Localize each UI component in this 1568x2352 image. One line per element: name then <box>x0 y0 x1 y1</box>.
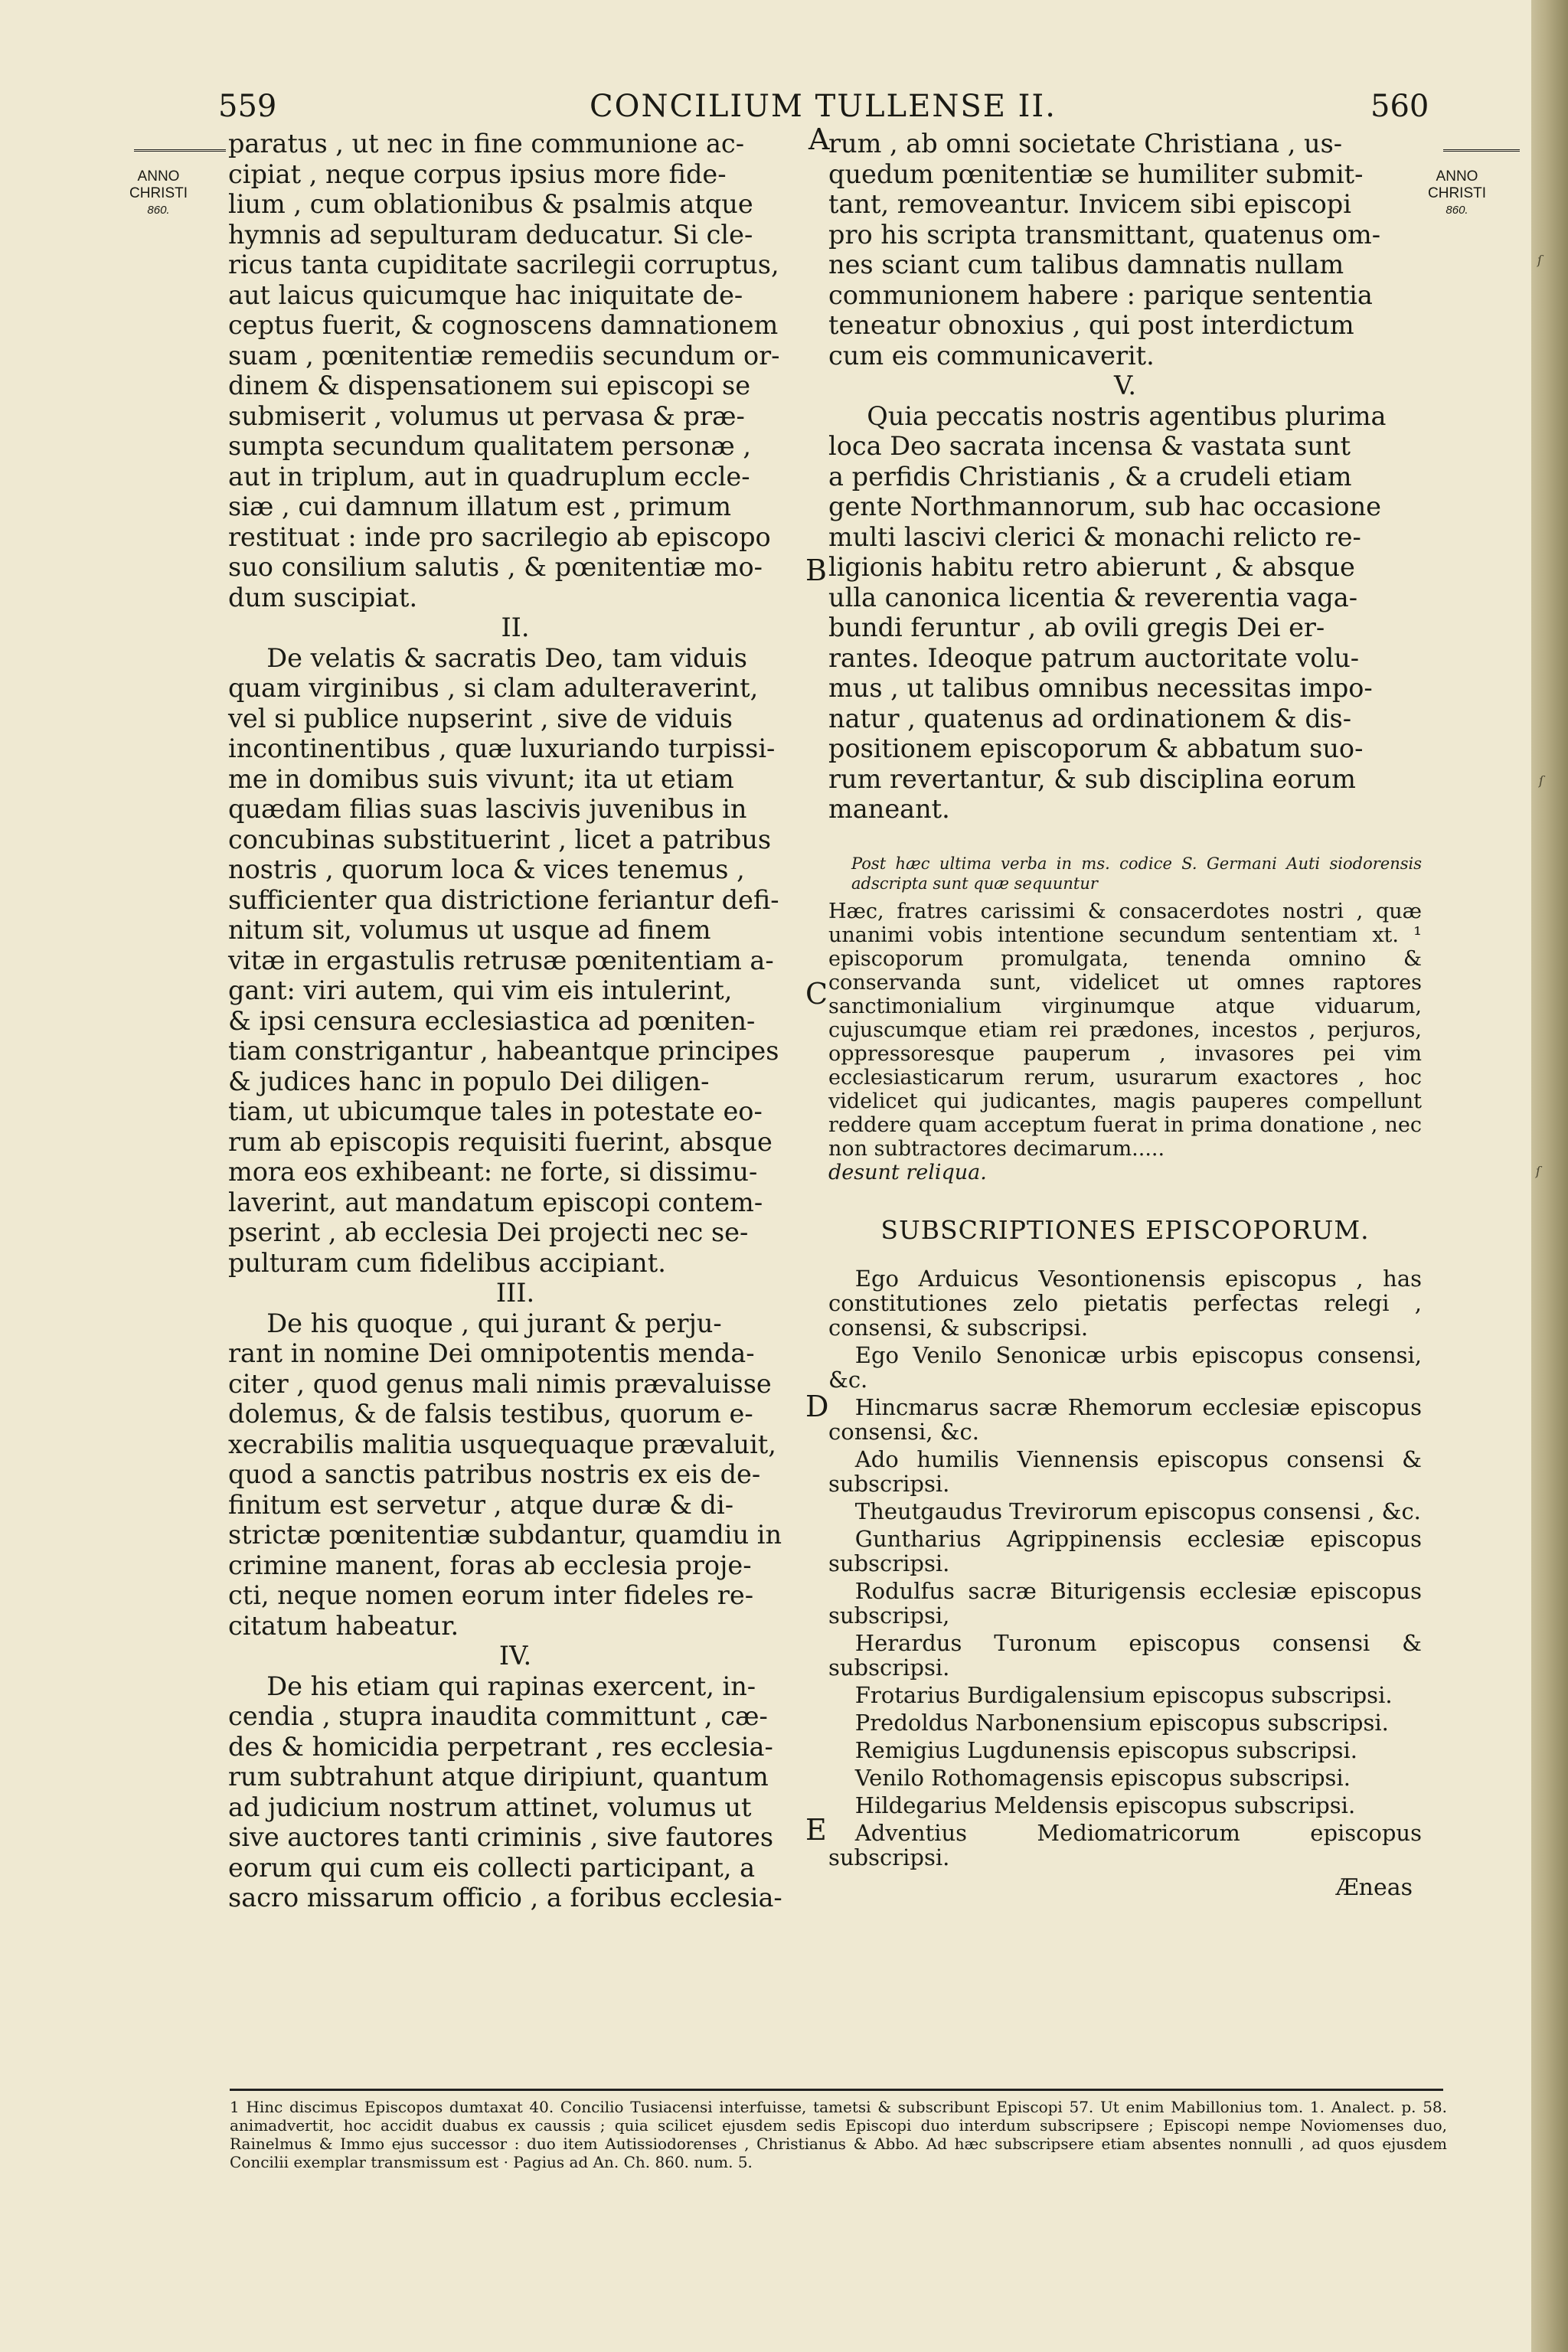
text-line: cendia , stupra inaudita committunt , cæ- <box>228 1701 768 1731</box>
subscription-entry: Ego Arduicus Vesontionensis episcopus , has constitutiones zelo pietatis perfectas relegi , consensi, & subscripsi. <box>828 1266 1422 1341</box>
text-line: gente Northmannorum, sub hac occasione <box>828 492 1381 521</box>
subscription-entry: Predoldus Narbonensium episcopus subscripsi. <box>854 1710 1389 1736</box>
binding-gutter <box>1531 0 1568 2352</box>
year-label: 860. <box>147 204 170 217</box>
text-line: siæ , cui damnum illatum est , primum <box>228 492 732 521</box>
paragraph-iii <box>228 1308 802 1642</box>
anno-label: ANNO <box>1436 168 1478 185</box>
section-heading-iii: III. <box>495 1278 535 1308</box>
text-line: lium , cum oblationibus & psalmis atque <box>228 189 753 219</box>
manuscript-note-intro: Post hæc ultima verba in ms. codice S. Germani Auti siodorensis adscripta sunt quæ sequuntur <box>851 854 1422 893</box>
left-column <box>228 129 802 1913</box>
text-line: sumpta secundum qualitatem personæ , <box>228 431 751 461</box>
gutter-mark: ſ <box>1537 253 1542 267</box>
subscriptions-list <box>828 1266 1422 1900</box>
text-line: crimine manent, foras ab ecclesia proje- <box>228 1550 752 1580</box>
text-line: finitum est servetur , atque duræ & di- <box>228 1489 734 1520</box>
text-line: cum eis communicaverit. <box>828 340 1155 371</box>
christi-label: CHRISTI <box>129 185 188 201</box>
catchword: Æneas <box>1335 1874 1413 1901</box>
text-line: incontinentibus , quæ luxuriando turpissi- <box>228 733 776 763</box>
text-line: maneant. <box>828 794 950 824</box>
text-line: aut in triplum, aut in quadruplum eccle- <box>228 461 750 492</box>
manuscript-note-text: Hæc, fratres carissimi & consacerdotes nostri , quæ unanimi vobis intentione secundum sententiam xt. ¹ episcoporum promulgata, tenenda omnino & conservanda sunt, videlicet ut omnes raptores sanctimonialium virginumque atque viduarum, cujuscumque etiam rei prædones, incestos , perjuros, oppressoresque pauperum , invasores pei vim ecclesiasticarum rerum, usurarum exactores , hoc videlicet qui judicantes, magis pauperes compellunt reddere quam acceptum fuerat in prima donatione , nec non subtractores decimarum..... <box>828 899 1422 1161</box>
text-line: Quia peccatis nostris agentibus plurima <box>867 400 1387 431</box>
text-line: xecrabilis malitia usquequaque prævaluit, <box>228 1429 776 1459</box>
text-line: sive auctores tanti criminis , sive fautores <box>228 1822 774 1852</box>
text-line: bundi feruntur , ab ovili gregis Dei er- <box>828 612 1325 642</box>
text-line: rantes. Ideoque patrum auctoritate volu- <box>828 642 1360 673</box>
margin-rule-left <box>134 149 226 152</box>
text-line: sufficienter qua districtione feriantur defi- <box>228 884 779 915</box>
paragraph-v <box>828 401 1422 825</box>
text-line: pserint , ab ecclesia Dei projecti nec se- <box>228 1217 749 1247</box>
anno-label: ANNO <box>137 168 180 185</box>
text-line: ceptus fuerit, & cognoscens damnationem <box>228 310 779 340</box>
subscription-entry: Ado humilis Viennensis episcopus consensi & subscripsi. <box>828 1446 1422 1497</box>
text-line: cipiat , neque corpus ipsius more fide- <box>228 158 727 189</box>
text-line: me in domibus suis vivunt; ita ut etiam <box>228 763 734 794</box>
text-line: natur , quatenus ad ordinationem & dis- <box>828 703 1352 733</box>
manuscript-note <box>828 900 1422 1184</box>
text-line: restituat : inde pro sacrilegio ab episcopo <box>228 521 771 552</box>
subscription-entry: Herardus Turonum episcopus consensi & subscripsi. <box>828 1630 1422 1681</box>
text-line: De velatis & sacratis Deo, tam viduis <box>266 642 747 673</box>
page-header <box>0 86 1531 132</box>
text-line: nitum sit, volumus ut usque ad finem <box>228 915 711 945</box>
subscription-entry: Ego Venilo Senonicæ urbis episcopus consensi, &c. <box>828 1342 1422 1393</box>
text-line: tiam, ut ubicumque tales in potestate eo- <box>228 1096 763 1126</box>
text-line: a perfidis Christianis , & a crudeli etiam <box>828 461 1352 492</box>
text-line: ligionis habitu retro abierunt , & absque <box>828 552 1355 582</box>
text-line: paratus , ut nec in fine communione ac- <box>228 129 745 158</box>
margin-letter-b: B <box>805 554 827 587</box>
gutter-mark: ſ <box>1536 1164 1540 1178</box>
text-line: communionem habere : parique sententia <box>828 279 1373 310</box>
year-label: 860. <box>1446 204 1468 217</box>
subscription-entry: Hildegarius Meldensis episcopus subscripsi. <box>854 1792 1356 1818</box>
subscriptions-heading: SUBSCRIPTIONES EPISCOPORUM. <box>880 1214 1370 1245</box>
text-line: & ipsi censura ecclesiastica ad pœniten- <box>228 1005 756 1036</box>
text-line: pulturam cum fidelibus accipiant. <box>228 1247 666 1278</box>
text-line: sacro missarum officio , a foribus ecclesia- <box>228 1883 782 1913</box>
text-line: laverint, aut mandatum episcopi contem- <box>228 1187 763 1217</box>
text-line: eorum qui cum eis collecti participant, a <box>228 1852 756 1883</box>
text-line: quam virginibus , si clam adulteraverint, <box>228 673 759 703</box>
running-title: CONCILIUM TULLENSE II. <box>590 89 1057 124</box>
text-line: suo consilium salutis , & pœnitentiæ mo- <box>228 552 763 582</box>
text-line: citer , quod genus mali nimis prævaluisse <box>228 1368 772 1399</box>
text-line: suam , pœnitentiæ remediis secundum or- <box>228 340 780 371</box>
text-line: nostris , quorum loca & vices tenemus , <box>228 854 745 884</box>
text-line: quedum pœnitentiæ se humiliter submit- <box>828 158 1364 189</box>
paragraph-continuation <box>228 129 802 612</box>
paragraph-iv <box>228 1671 802 1913</box>
subscription-entry: Venilo Rothomagensis episcopus subscripsi. <box>854 1765 1351 1791</box>
footnote-rule <box>230 2089 1443 2091</box>
text-line: tant, removeantur. Invicem sibi episcopi <box>828 189 1351 219</box>
manuscript-note-tail: desunt reliqua. <box>828 1160 987 1184</box>
gutter-mark: ſ <box>1539 773 1544 788</box>
year-note-right <box>1423 168 1491 219</box>
text-line: ricus tanta cupiditate sacrilegii corruptus, <box>228 250 779 279</box>
margin-rule-right <box>1443 149 1520 152</box>
section-heading-ii: II. <box>501 612 530 642</box>
text-line: cti, neque nomen eorum inter fideles re- <box>228 1580 754 1610</box>
footnote: 1 Hinc discimus Episcopos dumtaxat 40. Concilio Tusiacensi interfuisse, tametsi & subscribunt Episcopi 57. Ut enim Mabillonius tom. 1. Analect. p. 58. animadvertit, hoc accidit duabus ex caussis ; quia scilicet ejusdem sedis Episcopi duo interdum subscripsere ; Episcopi nempe Noviomenses duo, Rainelmus & Immo ejus successor : duo item Autissiodorenses , Christianus & Abbo. Ad hæc subscripsere etiam absentes nonnulli , ad quos ejusdem Concilii exemplar transmissum est · Pagius ad An. Ch. 860. num. 5. <box>230 2098 1447 2171</box>
text-line: vitæ in ergastulis retrusæ pœnitentiam a- <box>228 945 774 975</box>
subscription-entry: Frotarius Burdigalensium episcopus subscripsi. <box>854 1682 1393 1708</box>
text-line: concubinas substituerint , licet a patribus <box>228 824 772 854</box>
text-line: ad judicium nostrum attinet, volumus ut <box>228 1792 752 1822</box>
subscription-entry: Adventius Mediomatricorum episcopus subscripsi. <box>828 1820 1422 1870</box>
margin-letter-c: C <box>805 977 828 1011</box>
text-line: gant: viri autem, qui vim eis intulerint, <box>228 975 733 1005</box>
text-line: positionem episcoporum & abbatum suo- <box>828 733 1364 763</box>
text-line: rum subtrahunt atque diripiunt, quantum <box>228 1762 769 1792</box>
text-line: dinem & dispensationem sui episcopi se <box>228 371 751 400</box>
text-line: rum , ab omni societate Christiana , us- <box>828 129 1343 158</box>
text-line: aut laicus quicumque hac iniquitate de- <box>228 279 743 310</box>
text-line: rum ab episcopis requisiti fuerint, absque <box>228 1126 773 1157</box>
text-line: rant in nomine Dei omnipotentis menda- <box>228 1338 755 1368</box>
text-line: loca Deo sacrata incensa & vastata sunt <box>828 431 1351 461</box>
margin-letter-e: E <box>805 1813 827 1847</box>
text-line: dolemus, & de falsis testibus, quorum e- <box>228 1399 753 1429</box>
section-heading-iv: IV. <box>498 1641 532 1671</box>
subscription-entry: Guntharius Agrippinensis ecclesiæ episcopus subscripsi. <box>828 1526 1422 1576</box>
text-line: citatum habeatur. <box>228 1610 459 1641</box>
subscription-entry: Rodulfus sacræ Biturigensis ecclesiæ episcopus subscripsi, <box>828 1578 1422 1628</box>
text-line: quod a sanctis patribus nostris ex eis de- <box>228 1459 761 1489</box>
text-line: strictæ pœnitentiæ subdantur, quamdiu in <box>228 1520 782 1550</box>
text-line: submiserit , volumus ut pervasa & præ- <box>228 400 745 431</box>
text-line: vel si publice nupserint , sive de viduis <box>228 703 733 733</box>
text-line: quædam filias suas lascivis juvenibus in <box>228 794 747 824</box>
subscription-entry: Theutgaudus Trevirorum episcopus consensi , &c. <box>854 1498 1421 1524</box>
text-line: nes sciant cum talibus damnatis nullam <box>828 250 1344 279</box>
christi-label: CHRISTI <box>1428 185 1486 201</box>
text-line: ulla canonica licentia & reverentia vaga- <box>828 582 1358 612</box>
text-line: & judices hanc in populo Dei diligen- <box>228 1066 710 1096</box>
subscription-entry: Remigius Lugdunensis episcopus subscripsi. <box>854 1737 1357 1763</box>
margin-letter-d: D <box>805 1390 829 1423</box>
text-line: De his quoque , qui jurant & perju- <box>266 1308 722 1338</box>
section-heading-v: V. <box>1114 371 1136 400</box>
text-line: teneatur obnoxius , qui post interdictum <box>828 310 1354 340</box>
text-line: mora eos exhibeant: ne forte, si dissimu- <box>228 1157 758 1187</box>
subscription-entry: Hincmarus sacræ Rhemorum ecclesiæ episcopus consensi, &c. <box>828 1394 1422 1445</box>
paragraph-ii <box>228 643 802 1279</box>
year-note-left <box>124 168 193 219</box>
page-number-left: 559 <box>218 89 277 124</box>
text-line: tiam constrigantur , habeantque principes <box>228 1036 779 1066</box>
text-line: mus , ut talibus omnibus necessitas impo- <box>828 673 1373 703</box>
text-line: rum revertantur, & sub disciplina eorum <box>828 763 1356 794</box>
page-number-right: 560 <box>1370 89 1429 124</box>
text-line: De his etiam qui rapinas exercent, in- <box>266 1671 756 1701</box>
margin-letter-a: A <box>808 122 830 156</box>
text-line: hymnis ad sepulturam deducatur. Si cle- <box>228 219 753 250</box>
text-line: multi lascivi clerici & monachi relicto re- <box>828 521 1361 552</box>
text-line: pro his scripta transmittant, quatenus om- <box>828 219 1381 250</box>
right-column <box>828 129 1422 1900</box>
paragraph-iv-continued <box>828 129 1422 371</box>
text-line: des & homicidia perpetrant , res ecclesia- <box>228 1731 773 1762</box>
text-line: dum suscipiat. <box>228 582 418 612</box>
